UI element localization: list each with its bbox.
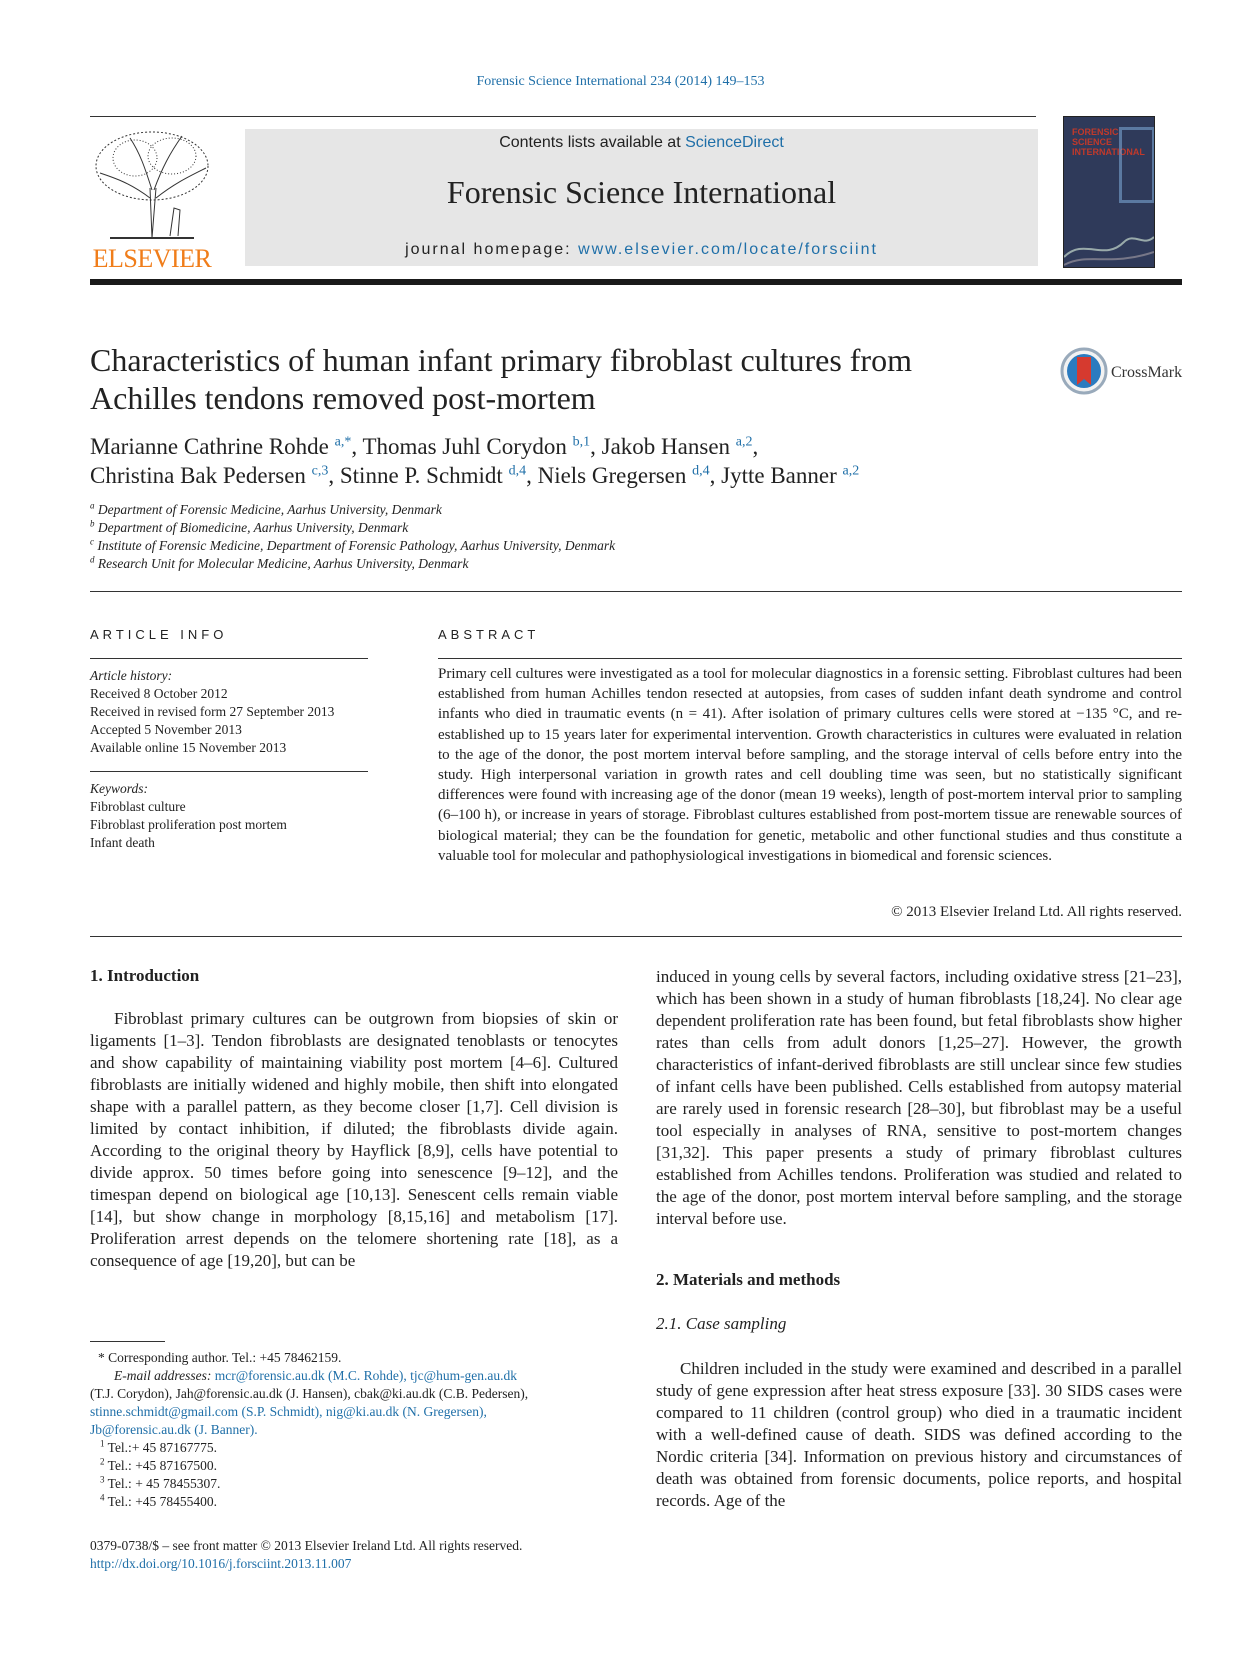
author-affiliation-mark[interactable]: d,4 [508, 463, 527, 479]
history-online: Available online 15 November 2013 [90, 740, 287, 755]
doi-link[interactable]: http://dx.doi.org/10.1016/j.forsciint.2013.11.007 [90, 1556, 352, 1571]
section-rule [90, 591, 1182, 592]
affiliation-c: $^c$ Institute of Forensic Medicine, Department of Forensic Pathology, Aarhus University, Denmark [90, 536, 616, 553]
author-name: Thomas Juhl Corydon [362, 434, 567, 459]
intro-paragraph-continued: induced in young cells by several factors, including oxidative stress [21–23], which has been shown in a study of human fibroblasts [18,24]. No clear age dependent proliferation rate has been found, but fetal fibroblasts show higher rates than cells from adult donors [1,25–27]. However, the growth characteristics of infant-derived fibroblasts are still unclear since few studies of infant cells have been published. Cells established from autopsy material are rarely used in forensic research [28–30], but fibroblast may be a useful tool especially in analyses of RNA, sensitive to post-mortem changes [31,32]. This paper presents a study of primary fibroblast cultures established from Achilles tendons. Proliferation was studied and related to the age of the donor, post mortem interval before sampling, and the storage interval before use. [656, 967, 1182, 1228]
author-name: Marianne Cathrine Rohde [90, 434, 329, 459]
footnote-emails-3[interactable]: stinne.schmidt@gmail.com (S.P. Schmidt), nig@ki.au.dk (N. Gregersen), [90, 1404, 487, 1419]
journal-citation[interactable]: Forensic Science International 234 (2014) 149–153 [476, 74, 765, 89]
author-list [90, 432, 1090, 490]
author-name: Jakob Hansen [601, 434, 731, 459]
author-name: Stinne P. Schmidt [339, 463, 503, 488]
author-line-2: Christina Bak Pedersen $^{c,3}$, Stinne P. Schmidt $^{d,4}$, Niels Gregersen $^{d,4}$, Jytte Banner $^{a,2}$ [90, 463, 860, 488]
header-rule [90, 116, 1036, 117]
history-received: Received 8 October 2012 [90, 686, 228, 701]
history-accepted: Accepted 5 November 2013 [90, 722, 242, 737]
info-rule [90, 771, 368, 772]
methods-heading: 2. Materials and methods [656, 1270, 841, 1289]
section-rule [90, 936, 1182, 937]
cover-label: FORENSIC SCIENCE INTERNATIONAL [1072, 127, 1145, 157]
article-info-heading: ARTICLE INFO [90, 627, 228, 642]
footnote-tel-2: $^2$ Tel.: +45 87167500. [100, 1456, 218, 1473]
footnote-rule [90, 1341, 165, 1342]
author-affiliation-mark[interactable]: d,4 [692, 463, 710, 479]
subsection-heading: 2.1. Case sampling [656, 1314, 787, 1333]
author-name: Jytte Banner [721, 463, 837, 488]
keywords-label: Keywords: [90, 781, 148, 796]
history-revised: Received in revised form 27 September 2013 [90, 704, 335, 719]
abstract-rule [438, 658, 1182, 659]
contents-line [245, 134, 1038, 152]
article-title [90, 341, 1020, 417]
author-affiliation-mark[interactable]: c,3 [311, 463, 329, 479]
methods-paragraph: Children included in the study were examined and described in a parallel study of gene expression after heat stress exposure [33]. 30 SIDS cases were compared to 11 children (control group) who died in a traumatic incident with a well-defined cause of death. SIDS was defined according to the Nordic criteria [34]. Information on previous history and circumstances of death was obtained from forensic documents, police reports, and hospital records. Age of the [656, 1359, 1182, 1510]
author-affiliation-mark[interactable]: b,1 [572, 434, 591, 450]
intro-paragraph: Fibroblast primary cultures can be outgrown from biopsies of skin or ligaments [1–3]. Tendon fibroblasts are designated tenoblasts or tenocytes and show capability of maintaining viability post mortem [4–6]. Cultured fibroblasts are initially widened and highly mobile, then shift into elongated shape with a parallel pattern, as they become closer [1,7]. Cell division is limited by contact inhibition, if diluted; the fibroblasts divide again. According to the original theory by Hayflick [8,9], cells have potential to divide approx. 50 times before going into senescence [9–12], and the timespan depend on biological age [10,13]. Senescent cells remain viable [14], but show change in morphology [8,15,16] and metabolism [17]. Proliferation arrest depends on the telomere shortening rate [18], as a consequence of age [19,20], but can be [90, 1009, 618, 1270]
issn-line: 0379-0738/$ – see front matter © 2013 Elsevier Ireland Ltd. All rights reserved. [90, 1538, 523, 1553]
affiliation-a: $^a$ Department of Forensic Medicine, Aarhus University, Denmark [90, 500, 442, 517]
affiliation-d: $^d$ Research Unit for Molecular Medicine, Aarhus University, Denmark [90, 554, 469, 571]
cover-emblem [1119, 127, 1155, 203]
footnote-emails-4[interactable]: Jb@forensic.au.dk (J. Banner). [90, 1422, 258, 1437]
footnote-emails: E-mail addresses: mcr@forensic.au.dk (M.C. Rohde), tjc@hum-gen.au.dk [114, 1368, 518, 1383]
info-rule [90, 658, 368, 659]
elsevier-wordmark: ELSEVIER [92, 244, 212, 273]
homepage-line [245, 241, 1038, 259]
footnote-tel-1: $^1$ Tel.:+ 45 87167775. [100, 1438, 218, 1455]
abstract-heading: ABSTRACT [438, 627, 540, 642]
cover-graphic [1064, 207, 1154, 267]
journal-banner [245, 129, 1038, 266]
abstract-copyright: © 2013 Elsevier Ireland Ltd. All rights reserved. [891, 904, 1182, 920]
journal-title: Forensic Science International [446, 174, 837, 210]
footnote-emails-2[interactable]: (T.J. Corydon), Jah@forensic.au.dk (J. Hansen), cbak@ki.au.dk (C.B. Pedersen), [90, 1386, 529, 1401]
affiliation-b: $^b$ Department of Biomedicine, Aarhus University, Denmark [90, 518, 409, 535]
contents-prefix: Contents lists available at [499, 134, 686, 151]
author-affiliation-mark[interactable]: a,2 [842, 463, 860, 479]
author-affiliation-mark[interactable]: a,2 [735, 434, 753, 450]
crossmark-icon[interactable] [1060, 347, 1108, 400]
keyword: Fibroblast proliferation post mortem [90, 817, 287, 832]
author-line-1: Marianne Cathrine Rohde $^{a,*}$, Thomas Juhl Corydon $^{b,1}$, Jakob Hansen $^{a,2}$, [90, 434, 759, 459]
author-name: Christina Bak Pedersen [90, 463, 306, 488]
keyword: Fibroblast culture [90, 799, 186, 814]
homepage-prefix: journal homepage: [405, 241, 579, 258]
footnote-corresponding: * Corresponding author. Tel.: +45 78462159. [98, 1350, 342, 1365]
homepage-link[interactable]: www.elsevier.com/locate/forsciint [578, 241, 878, 258]
crossmark-label[interactable]: CrossMark [1111, 364, 1183, 381]
history-label: Article history: [90, 668, 173, 683]
author-affiliation-mark[interactable]: a,* [334, 434, 352, 450]
title-line-2: Achilles tendons removed post-mortem [90, 380, 596, 416]
abstract-text: Primary cell cultures were investigated as a tool for molecular diagnostics in a forensic setting. Fibroblast cultures had been established from human Achilles tendon resected at autopsies, from cases of sudden infant death syndrome and control infants who died in traumatic events (n = 41). After isolation of primary cultures cells were stored at −135 °C, and re-established up to 15 years later for experimental intervention. Growth characteristics in cultures were evaluated in relation to the age of the donor, the post mortem interval before sampling, and the storage interval of cells before entry into the study. High interpersonal variation in growth rates and cell doubling time was seen, but no statistically significant differences were found with increasing age of the donor (mean 19 weeks), length of post-mortem interval prior to sampling (6–100 h), or increase in years of storage. Fibroblast cultures established from post-mortem tissue are renewable sources of biological material; they can be the foundation for genetic, metabolic and other functional studies and thus constitute a valuable tool for molecular and pathophysiological investigations in biomedical and forensic sciences. [438, 666, 1182, 864]
header-thick-rule [90, 279, 1182, 285]
keyword: Infant death [90, 835, 155, 850]
author-name: Niels Gregersen [537, 463, 687, 488]
journal-cover-image [1063, 116, 1155, 268]
sciencedirect-link[interactable]: ScienceDirect [685, 134, 784, 151]
footnote-tel-3: $^3$ Tel.: + 45 78455307. [100, 1474, 221, 1491]
intro-heading: 1. Introduction [90, 966, 200, 985]
title-line-1: Characteristics of human infant primary fibroblast cultures from [90, 342, 912, 378]
footnote-tel-4: $^4$ Tel.: +45 78455400. [100, 1492, 218, 1509]
